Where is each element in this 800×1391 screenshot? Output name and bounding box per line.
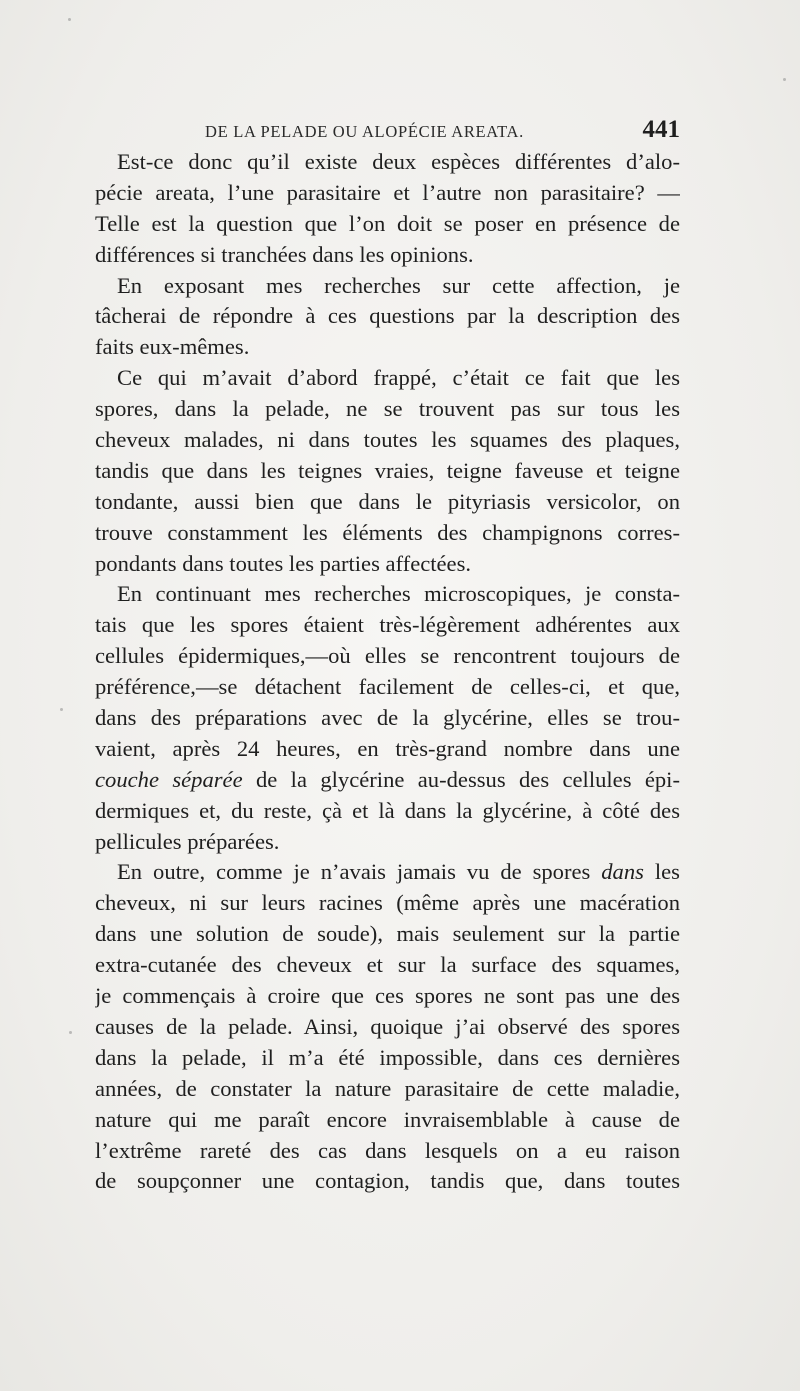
text-line: cellules épidermiques,—où elles se rencontrent toujours de <box>95 643 680 669</box>
text-line: En continuant mes recherches microscopiques, je consta- <box>117 581 680 607</box>
text-line: dans des préparations avec de la glycérine, elles se trou- <box>95 705 680 731</box>
body-text <box>95 147 680 1197</box>
text-line: pondants dans toutes les parties affectées. <box>95 550 472 576</box>
paper-speck <box>68 18 71 21</box>
paper-speck <box>60 708 63 711</box>
text-line: différences si tranchées dans les opinions. <box>95 241 474 267</box>
text-line: extra-cutanée des cheveux et sur la surface des squames, <box>95 952 680 978</box>
text-line: En outre, comme je n’avais jamais vu de spores dans les <box>117 859 680 885</box>
text-line: cheveux, ni sur leurs racines (même après une macération <box>95 890 680 916</box>
text-line: Ce qui m’avait d’abord frappé, c’était ce fait que les <box>117 365 680 391</box>
page-header <box>205 116 680 150</box>
text-line: couche séparée de la glycérine au-dessus des cellules épi- <box>95 766 680 792</box>
paper-speck <box>783 78 786 81</box>
text-line: Est-ce donc qu’il existe deux espèces différentes d’alo- <box>117 149 680 174</box>
page-number: 441 <box>642 116 680 143</box>
text-line: nature qui me paraît encore invraisemblable à cause de <box>95 1106 680 1132</box>
text-line: pellicules préparées. <box>95 828 280 854</box>
text-line: pécie areata, l’une parasitaire et l’autre non parasitaire? — <box>95 179 680 205</box>
text-line: préférence,—se détachent facilement de celles-ci, et que, <box>95 674 680 700</box>
text-line: causes de la pelade. Ainsi, quoique j’ai observé des spores <box>95 1013 680 1039</box>
text-line: Telle est la question que l’on doit se poser en présence de <box>95 210 680 236</box>
text-line: tondante, aussi bien que dans le pityriasis versicolor, on <box>95 488 680 514</box>
text-line: cheveux malades, ni dans toutes les squames des plaques, <box>95 427 680 453</box>
text-line: de soupçonner une contagion, tandis que, dans toutes <box>95 1168 680 1194</box>
text-line: tais que les spores étaient très-légèrement adhérentes aux <box>95 612 680 638</box>
text-line: dermiques et, du reste, çà et là dans la glycérine, à côté des <box>95 797 680 823</box>
text-line: vaient, après 24 heures, en très-grand nombre dans une <box>95 735 680 761</box>
paper-speck <box>69 1031 72 1034</box>
italic-text: couche séparée <box>95 766 243 792</box>
text-line: tâcherai de répondre à ces questions par la description des <box>95 303 680 329</box>
text-line: je commençais à croire que ces spores ne sont pas une des <box>95 983 680 1009</box>
text-line: trouve constamment les éléments des champignons corres- <box>95 519 680 545</box>
text-line: dans la pelade, il m’a été impossible, dans ces dernières <box>95 1044 680 1070</box>
running-title: DE LA PELADE OU ALOPÉCIE AREATA. <box>205 122 524 141</box>
text-line: dans une solution de soude), mais seulement sur la partie <box>95 921 680 947</box>
text-line: années, de constater la nature parasitaire de cette maladie, <box>95 1075 680 1101</box>
text-line: En exposant mes recherches sur cette affection, je <box>117 272 680 298</box>
text-line: tandis que dans les teignes vraies, teigne faveuse et teigne <box>95 457 680 483</box>
text-line: spores, dans la pelade, ne se trouvent pas sur tous les <box>95 396 680 422</box>
text-line: l’extrême rareté des cas dans lesquels on a eu raison <box>95 1137 680 1163</box>
text-line: faits eux-mêmes. <box>95 334 250 360</box>
italic-text: dans <box>601 859 644 885</box>
